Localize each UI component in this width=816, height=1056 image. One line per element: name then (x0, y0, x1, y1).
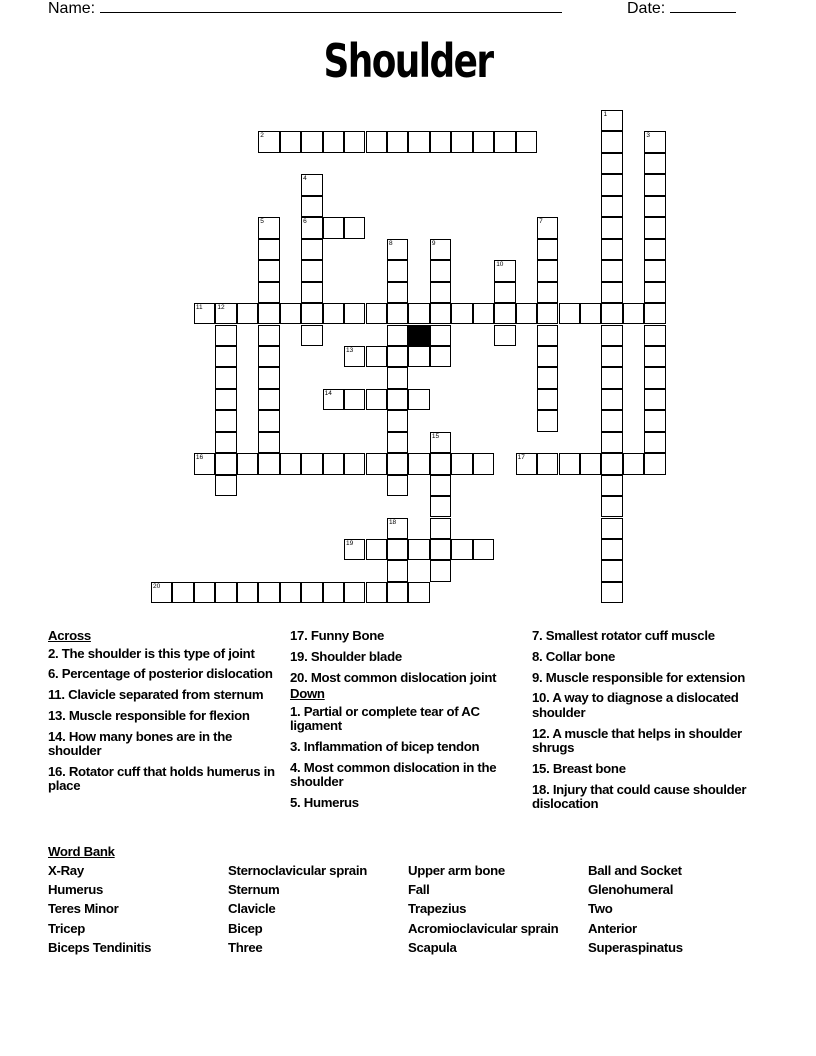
crossword-cell[interactable] (408, 582, 429, 603)
word-bank-item: Clavicle (228, 901, 276, 917)
crossword-cell[interactable] (601, 196, 622, 217)
crossword-cell[interactable] (430, 239, 451, 260)
clue-down-10: 10. A way to diagnose a dislocated shoulder (532, 690, 739, 720)
crossword-cell[interactable] (494, 325, 515, 346)
crossword-cell[interactable] (366, 389, 387, 410)
clues-column-3 (532, 629, 760, 818)
crossword-cell[interactable] (258, 453, 279, 474)
word-bank-item: Trapezius (408, 901, 467, 917)
date-label: Date: (627, 0, 670, 17)
crossword-cell[interactable] (408, 346, 429, 367)
crossword-cell[interactable] (494, 303, 515, 324)
crossword-cell[interactable] (494, 131, 515, 152)
crossword-cell[interactable] (258, 389, 279, 410)
clue-number: 8 (388, 239, 393, 247)
name-label: Name: (48, 0, 100, 17)
crossword-cell[interactable] (301, 239, 322, 260)
clue-down-5: 5. Humerus (290, 794, 359, 810)
crossword-cell[interactable] (387, 325, 408, 346)
crossword-cell[interactable] (237, 303, 258, 324)
crossword-cell[interactable] (537, 282, 558, 303)
clue-across-13: 13. Muscle responsible for flexion (48, 707, 250, 723)
clue-number: 15 (431, 432, 440, 440)
crossword-cell[interactable] (430, 453, 451, 474)
word-bank-title: Word Bank (48, 844, 115, 859)
crossword-cell[interactable] (430, 346, 451, 367)
crossword-cell[interactable] (366, 131, 387, 152)
crossword-cell[interactable] (194, 303, 215, 324)
clue-across-2: 2. The shoulder is this type of joint (48, 645, 255, 661)
crossword-cell[interactable] (644, 196, 665, 217)
crossword-cell[interactable] (644, 282, 665, 303)
word-bank-item: Biceps Tendinitis (48, 939, 152, 955)
word-bank-item: Bicep (228, 920, 263, 936)
clue-number: 2 (260, 132, 264, 140)
crossword-cell[interactable] (644, 367, 665, 388)
crossword-cell[interactable] (301, 325, 322, 346)
crossword-cell[interactable] (430, 560, 451, 581)
crossword-cell[interactable] (301, 217, 322, 238)
crossword-cell[interactable] (601, 496, 622, 517)
crossword-cell[interactable] (366, 539, 387, 560)
crossword-cell[interactable] (537, 239, 558, 260)
clue-number: 17 (517, 454, 525, 462)
crossword-cell[interactable] (323, 582, 344, 603)
crossword-cell[interactable] (387, 346, 408, 367)
clue-number: 6 (303, 218, 307, 226)
crossword-cell[interactable] (301, 453, 322, 474)
crossword-cell[interactable] (473, 303, 494, 324)
word-bank-item: Scapula (408, 939, 457, 955)
crossword-cell[interactable] (387, 432, 408, 453)
crossword-cell[interactable] (215, 346, 236, 367)
crossword-cell[interactable] (537, 453, 558, 474)
crossword-cell[interactable] (344, 582, 365, 603)
clue-across-19: 19. Shoulder blade (290, 648, 402, 664)
crossword-cell[interactable] (451, 453, 472, 474)
crossword-cell[interactable] (344, 453, 365, 474)
crossword-cell[interactable] (537, 260, 558, 281)
crossword-cell[interactable] (408, 389, 429, 410)
crossword-cell[interactable] (194, 453, 215, 474)
crossword-cell[interactable] (644, 410, 665, 431)
crossword-cell[interactable] (387, 260, 408, 281)
word-bank-column-2 (228, 863, 367, 959)
crossword-cell[interactable] (537, 346, 558, 367)
page-title: Shoulder (323, 34, 493, 88)
crossword-cell[interactable] (451, 539, 472, 560)
crossword-cell[interactable] (344, 346, 365, 367)
clue-across-16: 16. Rotator cuff that holds humerus in place (48, 763, 275, 794)
word-bank-item: Superaspinatus (588, 939, 683, 955)
crossword-cell[interactable] (601, 131, 622, 152)
clue-down-12: 12. A muscle that helps in shoulder shrugs (532, 725, 742, 756)
crossword-cell[interactable] (323, 389, 344, 410)
crossword-cell[interactable] (344, 389, 365, 410)
word-bank-item: Sternum (228, 882, 280, 898)
crossword-cell[interactable] (473, 131, 494, 152)
word-bank-item: Acromioclavicular sprain (408, 920, 559, 936)
crossword-cell[interactable] (601, 260, 622, 281)
crossword-cell[interactable] (258, 217, 279, 238)
clue-down-15: 15. Breast bone (532, 760, 626, 776)
crossword-cell[interactable] (408, 303, 429, 324)
crossword-cell[interactable] (387, 582, 408, 603)
clue-number: 14 (324, 389, 332, 397)
clue-number: 3 (646, 132, 650, 140)
crossword-cell[interactable] (366, 346, 387, 367)
crossword-cell[interactable] (387, 475, 408, 496)
clue-number: 5 (260, 218, 264, 226)
crossword-cell[interactable] (559, 453, 580, 474)
clue-number: 16 (195, 454, 204, 462)
crossword-cell[interactable] (258, 367, 279, 388)
crossword-cell[interactable] (237, 582, 258, 603)
word-bank-item: X-Ray (48, 863, 84, 878)
crossword-cell[interactable] (301, 282, 322, 303)
crossword-cell[interactable] (601, 217, 622, 238)
crossword-cell[interactable] (387, 410, 408, 431)
crossword-cell[interactable] (601, 367, 622, 388)
crossword-cell[interactable] (387, 131, 408, 152)
clue-number: 1 (603, 111, 608, 118)
clues-column-2 (290, 629, 518, 817)
crossword-cell[interactable] (644, 325, 665, 346)
crossword-cell[interactable] (258, 260, 279, 281)
crossword-cell[interactable] (280, 303, 301, 324)
clue-number: 13 (346, 346, 354, 354)
crossword-cell[interactable] (344, 217, 365, 238)
crossword-cell[interactable] (215, 432, 236, 453)
crossword-cell[interactable] (601, 303, 622, 324)
crossword-cell[interactable] (644, 239, 665, 260)
crossword-cell[interactable] (451, 303, 472, 324)
crossword-cell[interactable] (644, 174, 665, 195)
clue-down-3: 3. Inflammation of bicep tendon (290, 738, 480, 754)
crossword-cell[interactable] (258, 346, 279, 367)
crossword-cell[interactable] (430, 518, 451, 539)
crossword-cell[interactable] (644, 432, 665, 453)
crossword-cell[interactable] (623, 453, 644, 474)
crossword-cell[interactable] (494, 260, 515, 281)
crossword-cell[interactable] (601, 539, 622, 560)
crossword-cell[interactable] (601, 453, 622, 474)
crossword-cell[interactable] (601, 475, 622, 496)
crossword-cell[interactable] (280, 582, 301, 603)
crossword-cell[interactable] (301, 196, 322, 217)
crossword-cell[interactable] (601, 325, 622, 346)
crossword-cell[interactable] (215, 453, 236, 474)
clue-across-17: 17. Funny Bone (290, 628, 385, 643)
crossword-cell[interactable] (323, 131, 344, 152)
crossword-cell[interactable] (516, 131, 537, 152)
crossword-cell[interactable] (258, 432, 279, 453)
crossword-cell[interactable] (151, 582, 172, 603)
crossword-cell[interactable] (387, 453, 408, 474)
crossword-cell[interactable] (580, 453, 601, 474)
crossword-cell[interactable] (344, 131, 365, 152)
word-bank-item: Sternoclavicular sprain (228, 863, 367, 878)
crossword-cell[interactable] (430, 496, 451, 517)
crossword-cell[interactable] (215, 410, 236, 431)
crossword-cell[interactable] (387, 389, 408, 410)
word-bank-item: Ball and Socket (588, 863, 682, 878)
crossword-cell[interactable] (601, 389, 622, 410)
clue-number: 9 (431, 239, 436, 247)
crossword-cell[interactable] (215, 475, 236, 496)
crossword-cell[interactable] (366, 453, 387, 474)
word-bank-item: Humerus (48, 882, 104, 898)
crossword-cell[interactable] (258, 303, 279, 324)
crossword-cell[interactable] (644, 389, 665, 410)
crossword-cell[interactable] (366, 303, 387, 324)
crossword-cell[interactable] (537, 325, 558, 346)
clue-number: 11 (195, 304, 203, 312)
crossword-cell[interactable] (408, 539, 429, 560)
crossword-cell[interactable] (430, 260, 451, 281)
word-bank-item: Teres Minor (48, 901, 119, 917)
word-bank-item: Fall (408, 882, 430, 898)
crossword-cell[interactable] (537, 389, 558, 410)
crossword-cell[interactable] (280, 131, 301, 152)
crossword-cell[interactable] (473, 539, 494, 560)
crossword-cell[interactable] (644, 346, 665, 367)
crossword-cell[interactable] (215, 389, 236, 410)
crossword-cell[interactable] (215, 303, 236, 324)
crossword-cell[interactable] (323, 217, 344, 238)
crossword-cell[interactable] (408, 453, 429, 474)
crossword-cell[interactable] (601, 346, 622, 367)
crossword-cell[interactable] (430, 303, 451, 324)
crossword-cell[interactable] (172, 582, 193, 603)
clue-number: 7 (539, 218, 543, 226)
word-bank-item: Anterior (588, 920, 637, 936)
crossword-cell[interactable] (323, 303, 344, 324)
crossword-cell[interactable] (258, 239, 279, 260)
crossword-cell[interactable] (366, 582, 387, 603)
crossword-cell[interactable] (537, 410, 558, 431)
crossword-cell[interactable] (387, 560, 408, 581)
crossword-cell[interactable] (408, 131, 429, 152)
clue-across-20: 20. Most common dislocation joint (290, 669, 497, 685)
clue-number: 12 (217, 304, 225, 312)
crossword-cell[interactable] (258, 325, 279, 346)
crossword-cell[interactable] (387, 367, 408, 388)
crossword-cell[interactable] (473, 453, 494, 474)
crossword-cell[interactable] (215, 325, 236, 346)
clue-across-14: 14. How many bones are in the shoulder (48, 728, 233, 759)
crossword-cell[interactable] (280, 453, 301, 474)
crossword-cell[interactable] (430, 432, 451, 453)
crossword-cell[interactable] (644, 260, 665, 281)
crossword-cell[interactable] (601, 432, 622, 453)
clue-number: 18 (388, 518, 397, 526)
crossword-cell[interactable] (451, 131, 472, 152)
crossword-cell[interactable] (194, 582, 215, 603)
word-bank-item: Tricep (48, 920, 86, 936)
clue-down-1: 1. Partial or complete tear of AC ligament (290, 703, 480, 734)
clue-across-6: 6. Percentage of posterior dislocation (48, 666, 273, 682)
crossword-cell[interactable] (258, 582, 279, 603)
clue-number: 4 (303, 175, 307, 183)
crossword-cell[interactable] (644, 131, 665, 152)
crossword-cell[interactable] (387, 518, 408, 539)
crossword-cell[interactable] (644, 153, 665, 174)
crossword-cell[interactable] (516, 303, 537, 324)
clue-across-11: 11. Clavicle separated from sternum (48, 687, 264, 703)
clue-down-4: 4. Most common dislocation in the shoulder (290, 759, 497, 790)
crossword-cell[interactable] (258, 282, 279, 303)
word-bank-column-1 (48, 863, 151, 959)
crossword-cell[interactable] (301, 303, 322, 324)
crossword-cell[interactable] (601, 560, 622, 581)
word-bank-column-3 (408, 863, 558, 959)
crossword-cell[interactable] (387, 539, 408, 560)
crossword-cell[interactable] (215, 582, 236, 603)
crossword-cell[interactable] (344, 303, 365, 324)
crossword-cell[interactable] (430, 325, 451, 346)
clue-down-18: 18. Injury that could cause shoulder dislocation (532, 781, 747, 812)
crossword-cell[interactable] (537, 303, 558, 324)
crossword-cell[interactable] (301, 582, 322, 603)
clue-number: 19 (346, 540, 354, 547)
crossword-cell[interactable] (601, 153, 622, 174)
across-header: Across (48, 628, 91, 643)
crossword-cell[interactable] (323, 453, 344, 474)
word-bank-item: Upper arm bone (408, 863, 505, 878)
crossword-cell[interactable] (644, 217, 665, 238)
crossword-cell[interactable] (644, 303, 665, 324)
crossword-cell[interactable] (301, 174, 322, 195)
crossword-cell[interactable] (623, 303, 644, 324)
crossword-cell[interactable] (430, 475, 451, 496)
clue-down-9: 9. Muscle responsible for extension (532, 669, 746, 685)
crossword-cell[interactable] (387, 303, 408, 324)
crossword-cell[interactable] (301, 131, 322, 152)
crossword-cell[interactable] (601, 174, 622, 195)
crossword-black-cell (408, 325, 429, 346)
crossword-cell[interactable] (430, 282, 451, 303)
crossword-cell[interactable] (580, 303, 601, 324)
crossword-cell[interactable] (601, 239, 622, 260)
crossword-cell[interactable] (237, 453, 258, 474)
clue-number: 20 (153, 582, 161, 590)
crossword-cell[interactable] (537, 367, 558, 388)
word-bank-item: Glenohumeral (588, 882, 674, 898)
clue-down-8: 8. Collar bone (532, 648, 616, 664)
word-bank-item: Three (228, 939, 263, 955)
crossword-cell[interactable] (301, 260, 322, 281)
clue-number: 10 (496, 261, 504, 269)
crossword-cell[interactable] (258, 410, 279, 431)
crossword-cell[interactable] (258, 131, 279, 152)
crossword-cell[interactable] (387, 282, 408, 303)
crossword-cell[interactable] (559, 303, 580, 324)
clue-down-7: 7. Smallest rotator cuff muscle (532, 628, 715, 643)
crossword-cell[interactable] (601, 582, 622, 603)
word-bank-column-4 (588, 863, 683, 959)
clues-column-1 (48, 629, 276, 800)
crossword-cell[interactable] (430, 539, 451, 560)
crossword-cell[interactable] (644, 453, 665, 474)
crossword-cell[interactable] (344, 539, 365, 560)
crossword-cell[interactable] (601, 110, 622, 131)
crossword-cell[interactable] (601, 518, 622, 539)
down-header: Down (290, 686, 325, 702)
crossword-cell[interactable] (516, 453, 537, 474)
word-bank-item: Two (588, 901, 613, 917)
crossword-cell[interactable] (430, 131, 451, 152)
crossword-cell[interactable] (537, 217, 558, 238)
crossword-cell[interactable] (387, 239, 408, 260)
crossword-cell[interactable] (494, 282, 515, 303)
crossword-cell[interactable] (601, 410, 622, 431)
crossword-cell[interactable] (215, 367, 236, 388)
crossword-cell[interactable] (601, 282, 622, 303)
